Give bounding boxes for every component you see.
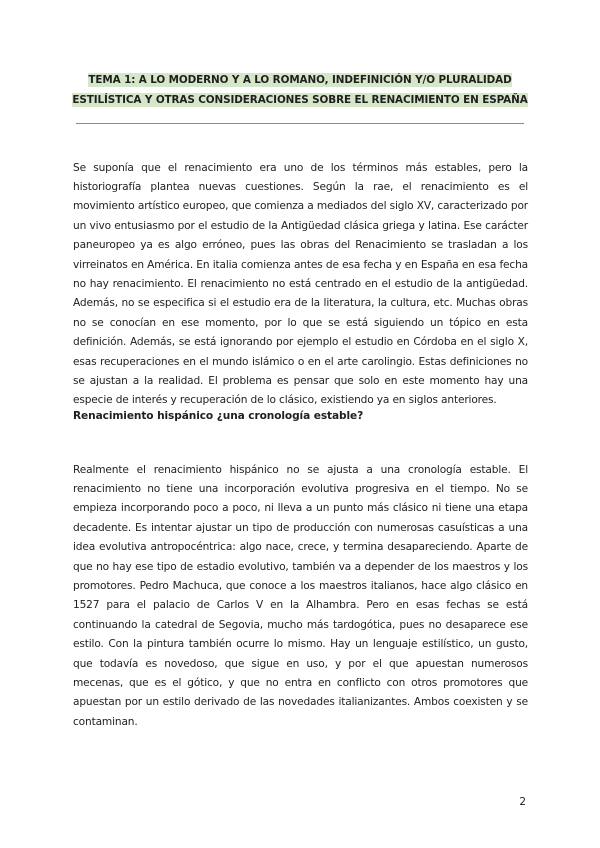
page-number: 2 — [519, 796, 526, 808]
title-line-2: ESTILÍSTICA Y OTRAS CONSIDERACIONES SOBRE EL RENACIMIENTO EN ESPAÑA — [72, 94, 528, 106]
paragraph-1: Se suponía que el renacimiento era uno de los términos más estables, pero la historiografía plantea nuevas cuestiones. Según la rae, el renacimiento es el movimiento artístico europeo, que comienza a mediados del siglo XV, caracterizado por un vivo entusiasmo por el estudio de la Antigüedad clásica griega y latina. Ese carácter paneuropeo ya es algo erróneo, pues las obras del Renacimiento se trasladan a los virreinatos en América. En italia comienza antes de esa fecha y en España en esa fecha no hay renacimiento. El renacimiento no está centrado en el estudio de la antigüedad. Además, no se especifica si el estudio era de la literatura, la cultura, etc. Muchas obras no se conocían en ese momento, por lo que se está siguiendo un tópico en esta definición. Además, se está ignorando por ejemplo el estudio en Córdoba en el siglo X, esas recuperaciones en el mundo islámico o en el arte carolingio. Estas definiciones no se ajustan a la realidad. El problema es pensar que solo en este momento hay una especie de interés y recuperación de lo clásico, existiendo ya en siglos anteriores. — [73, 161, 528, 407]
paragraph-2: Realmente el renacimiento hispánico no se ajusta a una cronología estable. El renacimiento no tiene una incorporación evolutiva progresiva en el tiempo. No se empieza incorporando poco a poco, ni lleva a un punto más clásico ni tiene una etapa decadente. Es intentar ajustar un tipo de producción con numerosas casuísticas a una idea evolutiva antropocéntrica: algo nace, crece, y termina desapareciendo. Aparte de que no hay ese tipo de estadio evolutivo, también va a depender de los maestros y los promotores. Pedro Machuca, que conoce a los maestros italianos, hace algo clásico en 1527 para el palacio de Carlos V en la Alhambra. Pero en esas fechas se está continuando la catedral de Segovia, mucho más tardogótica, pues no desaparece ese estilo. Con la pintura también ocurre lo mismo. Hay un lenguaje estilístico, un gusto, que todavía es novedoso, que sigue en uso, y por el que apuestan numerosos mecenas, que es el gótico, y que no entra en conflicto con otros promotores que apuestan por un estilo derivado de las novedades italianizantes. Ambos coexisten y se contaminan. — [73, 463, 528, 728]
document-title — [60, 70, 540, 110]
title-line-1: TEMA 1: A LO MODERNO Y A LO ROMANO, INDEFINICIÓN Y/O PLURALIDAD — [88, 74, 512, 86]
title-divider — [76, 123, 524, 124]
section-heading: Renacimiento hispánico ¿una cronología estable? — [73, 410, 364, 422]
